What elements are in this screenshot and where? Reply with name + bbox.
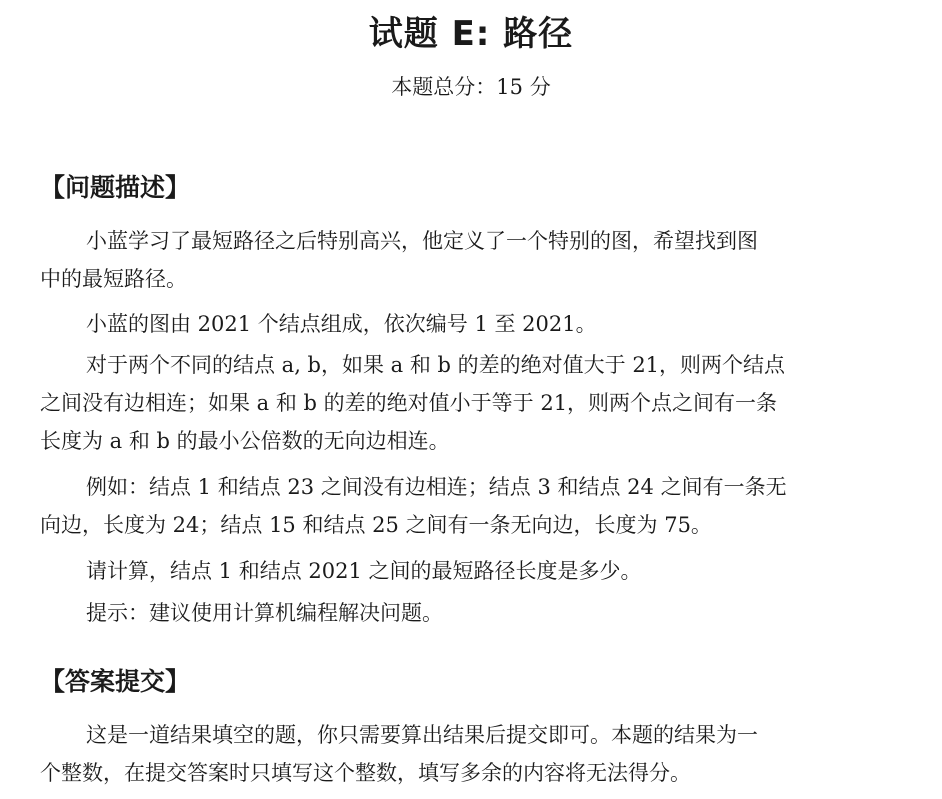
- text-line: 请计算，结点 1 和结点 2021 之间的最短路径长度是多少。: [86, 559, 642, 583]
- text-line: 长度为 a 和 b 的最小公倍数的无向边相连。: [40, 429, 450, 453]
- text-line: 小蓝学习了最短路径之后特别高兴，他定义了一个特别的图，希望找到图: [86, 229, 758, 253]
- text-line: 小蓝的图由 2021 个结点组成，依次编号 1 至 2021。: [86, 312, 597, 336]
- problem-paragraph-5: [40, 552, 882, 590]
- text-line: 例如：结点 1 和结点 23 之间没有边相连；结点 3 和结点 24 之间有一条无: [86, 475, 787, 499]
- problem-paragraph-1: [40, 222, 882, 298]
- section-heading-submission: 【答案提交】: [40, 667, 191, 696]
- text-line: 之间没有边相连；如果 a 和 b 的差的绝对值小于等于 21，则两个点之间有一条: [40, 391, 778, 415]
- text-line: 向边，长度为 24；结点 15 和结点 25 之间有一条无向边，长度为 75。: [40, 513, 712, 537]
- submission-paragraph-1: [40, 716, 882, 792]
- text-line: 中的最短路径。: [40, 267, 187, 291]
- problem-score: 本题总分：15 分: [391, 75, 551, 99]
- text-line: 这是一道结果填空的题，你只需要算出结果后提交即可。本题的结果为一: [86, 723, 758, 747]
- text-line: 提示：建议使用计算机编程解决问题。: [86, 601, 443, 625]
- problem-title: 试题 E: 路径: [368, 14, 574, 54]
- problem-paragraph-3: [40, 346, 882, 460]
- text-line: 对于两个不同的结点 a, b，如果 a 和 b 的差的绝对值大于 21，则两个结点: [86, 353, 786, 377]
- section-heading-problem: 【问题描述】: [40, 173, 191, 202]
- problem-paragraph-6: [40, 594, 882, 632]
- problem-paragraph-2: [40, 305, 882, 343]
- text-line: 个整数，在提交答案时只填写这个整数，填写多余的内容将无法得分。: [40, 761, 691, 785]
- problem-paragraph-4: [40, 468, 882, 544]
